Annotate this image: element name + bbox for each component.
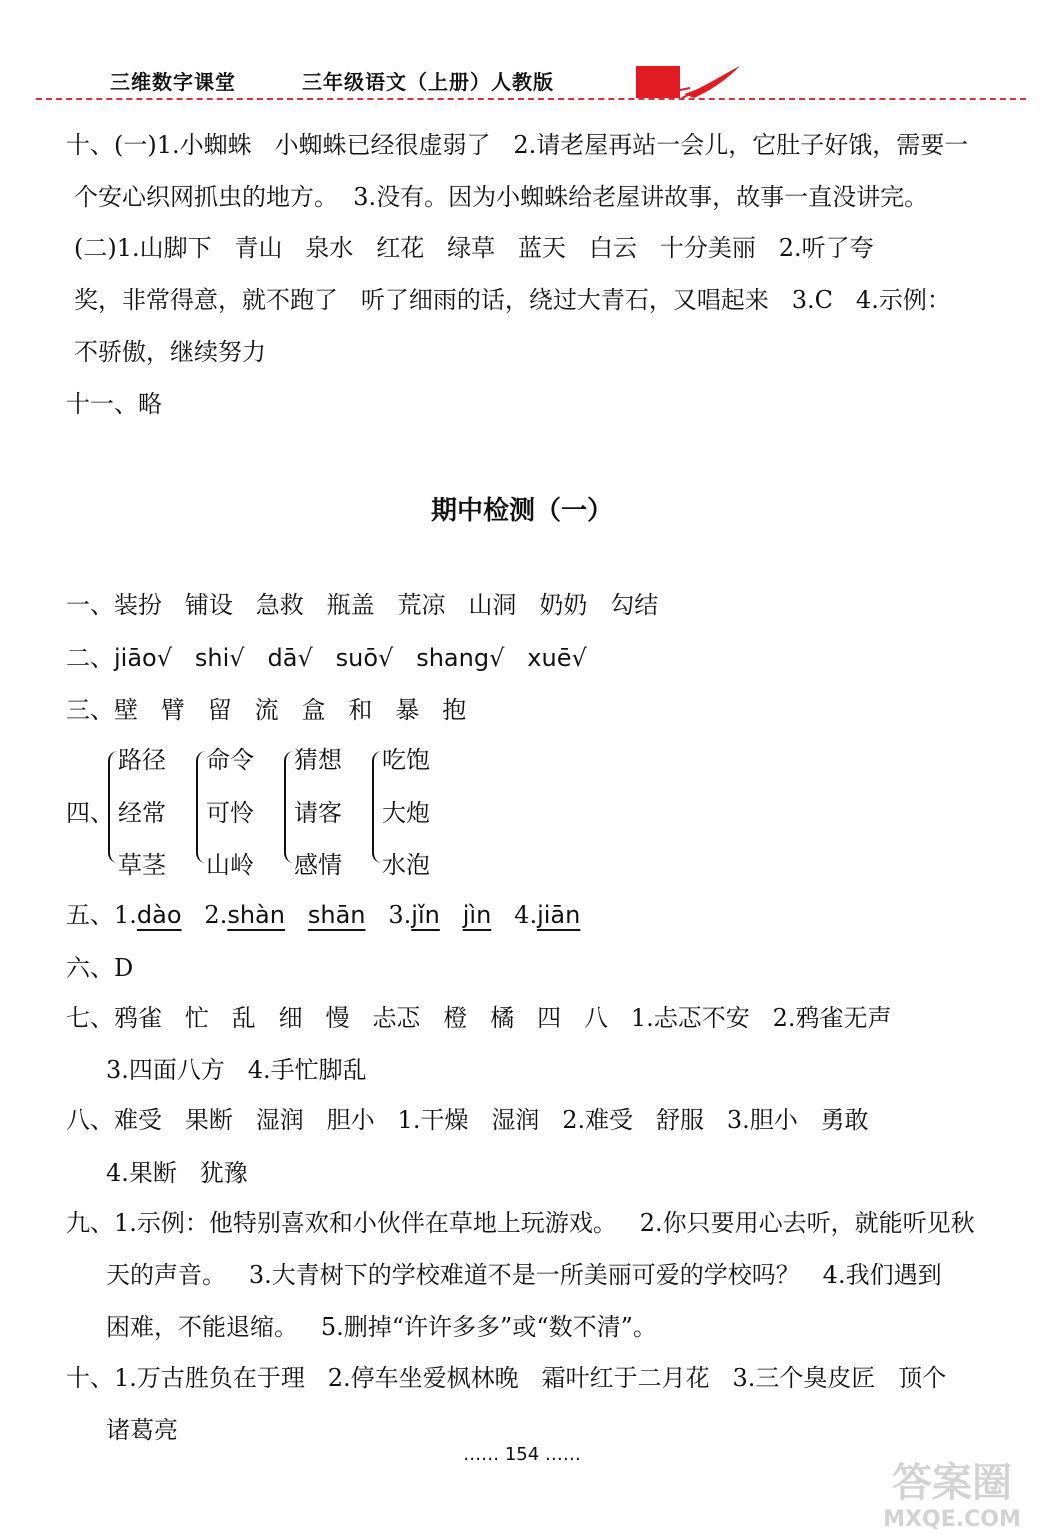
pinyin-answer: shi√ — [194, 644, 245, 672]
q9-line-cont: 困难，不能退缩。 5.删掉“许许多多”或“数不清”。 — [106, 1313, 657, 1341]
pinyin-answer: shān — [307, 901, 366, 929]
q7-line-cont: 3.四面八方 4.手忙脚乱 — [106, 1056, 367, 1084]
item-number: 4. — [514, 901, 538, 929]
word: 猜想 — [294, 746, 342, 774]
rocket-icon — [680, 62, 744, 102]
word: 请客 — [294, 799, 342, 827]
header-dashed-rule — [36, 98, 1026, 100]
answer-line: 十、(一)1.小蜘蛛 小蜘蛛已经很虚弱了 2.请老屋再站一会儿，它肚子好饿，需要一 — [66, 131, 969, 159]
q10-line: 十、1.万古胜负在于理 2.停车坐爱枫林晚 霜叶红于二月花 3.三个臭皮匠 顶个 — [66, 1364, 947, 1392]
pinyin-answer: jìn — [462, 901, 492, 929]
pinyin-answer: jǐn — [411, 901, 440, 929]
page-number: …… 154 …… — [463, 1444, 581, 1465]
word: 命令 — [206, 746, 254, 774]
watermark-logo — [864, 1452, 1040, 1532]
pinyin-answer: suō√ — [335, 644, 394, 672]
answer-line: 不骄傲，继续努力 — [74, 338, 266, 366]
q5-prefix: 五、1. — [66, 901, 137, 929]
word: 吃饱 — [382, 746, 430, 774]
pinyin-answer: jiān — [537, 901, 581, 929]
pinyin-answer: xuē√ — [527, 644, 587, 672]
q6-line: 六、D — [66, 954, 134, 982]
word: 大炮 — [382, 799, 430, 827]
q8-line-cont: 4.果断 犹豫 — [106, 1159, 248, 1187]
answer-line: 个安心织网抓虫的地方。 3.没有。因为小蜘蛛给老屋讲故事，故事一直没讲完。 — [74, 183, 929, 211]
series-title: 三维数字课堂 — [110, 70, 236, 94]
q2-line — [66, 643, 587, 673]
pinyin-answer: dā√ — [267, 644, 313, 672]
word: 草茎 — [118, 851, 166, 879]
q9-line-cont: 天的声音。 3.大青树下的学校难道不是一所美丽可爱的学校吗？ 4.我们遇到 — [106, 1261, 942, 1289]
q8-line: 八、难受 果断 湿润 胆小 1.干燥 湿润 2.难受 舒服 3.胆小 勇敢 — [66, 1106, 869, 1134]
pinyin-answer: shang√ — [416, 644, 505, 672]
word: 山岭 — [206, 851, 254, 879]
header-red-block — [636, 66, 680, 98]
pinyin-answer: shàn — [227, 901, 285, 929]
q3-line: 三、壁 臂 留 流 盒 和 暴 抱 — [66, 696, 467, 724]
answer-line: (二)1.山脚下 青山 泉水 红花 绿草 蓝天 白云 十分美丽 2.听了夸 — [74, 234, 874, 262]
item-number: 3. — [388, 901, 412, 929]
watermark-sub: MXQE.COM — [883, 1507, 1021, 1532]
word: 经常 — [118, 799, 166, 827]
word: 感情 — [294, 851, 342, 879]
q9-line: 九、1.示例：他特别喜欢和小伙伴在草地上玩游戏。 2.你只要用心去听，就能听见秋 — [66, 1209, 975, 1237]
watermark-text: 答案圈 — [892, 1460, 1012, 1506]
word: 可怜 — [206, 799, 254, 827]
q2-prefix: 二、 — [66, 644, 114, 672]
q5-line — [66, 900, 580, 930]
book-title: 三年级语文（上册）人教版 — [302, 70, 554, 94]
q10-line-cont: 诸葛亮 — [106, 1416, 178, 1444]
section-title: 期中检测（一） — [430, 496, 613, 526]
item-number: 2. — [204, 901, 228, 929]
q1-line: 一、装扮 铺设 急救 瓶盖 荒凉 山洞 奶奶 勾结 — [66, 591, 659, 619]
page-header — [0, 0, 1044, 104]
q7-line: 七、鸦雀 忙 乱 细 慢 忐忑 橙 橘 四 八 1.忐忑不安 2.鸦雀无声 — [66, 1004, 892, 1032]
q4-prefix: 四、 — [66, 799, 114, 827]
answer-line: 十一、略 — [66, 390, 162, 418]
word: 水泡 — [382, 851, 430, 879]
pinyin-answer: jiāo√ — [114, 644, 173, 672]
word: 路径 — [118, 746, 166, 774]
answer-line: 奖，非常得意，就不跑了 听了细雨的话，绕过大青石，又唱起来 3.C 4.示例： — [74, 286, 951, 314]
pinyin-answer: dào — [136, 901, 182, 929]
